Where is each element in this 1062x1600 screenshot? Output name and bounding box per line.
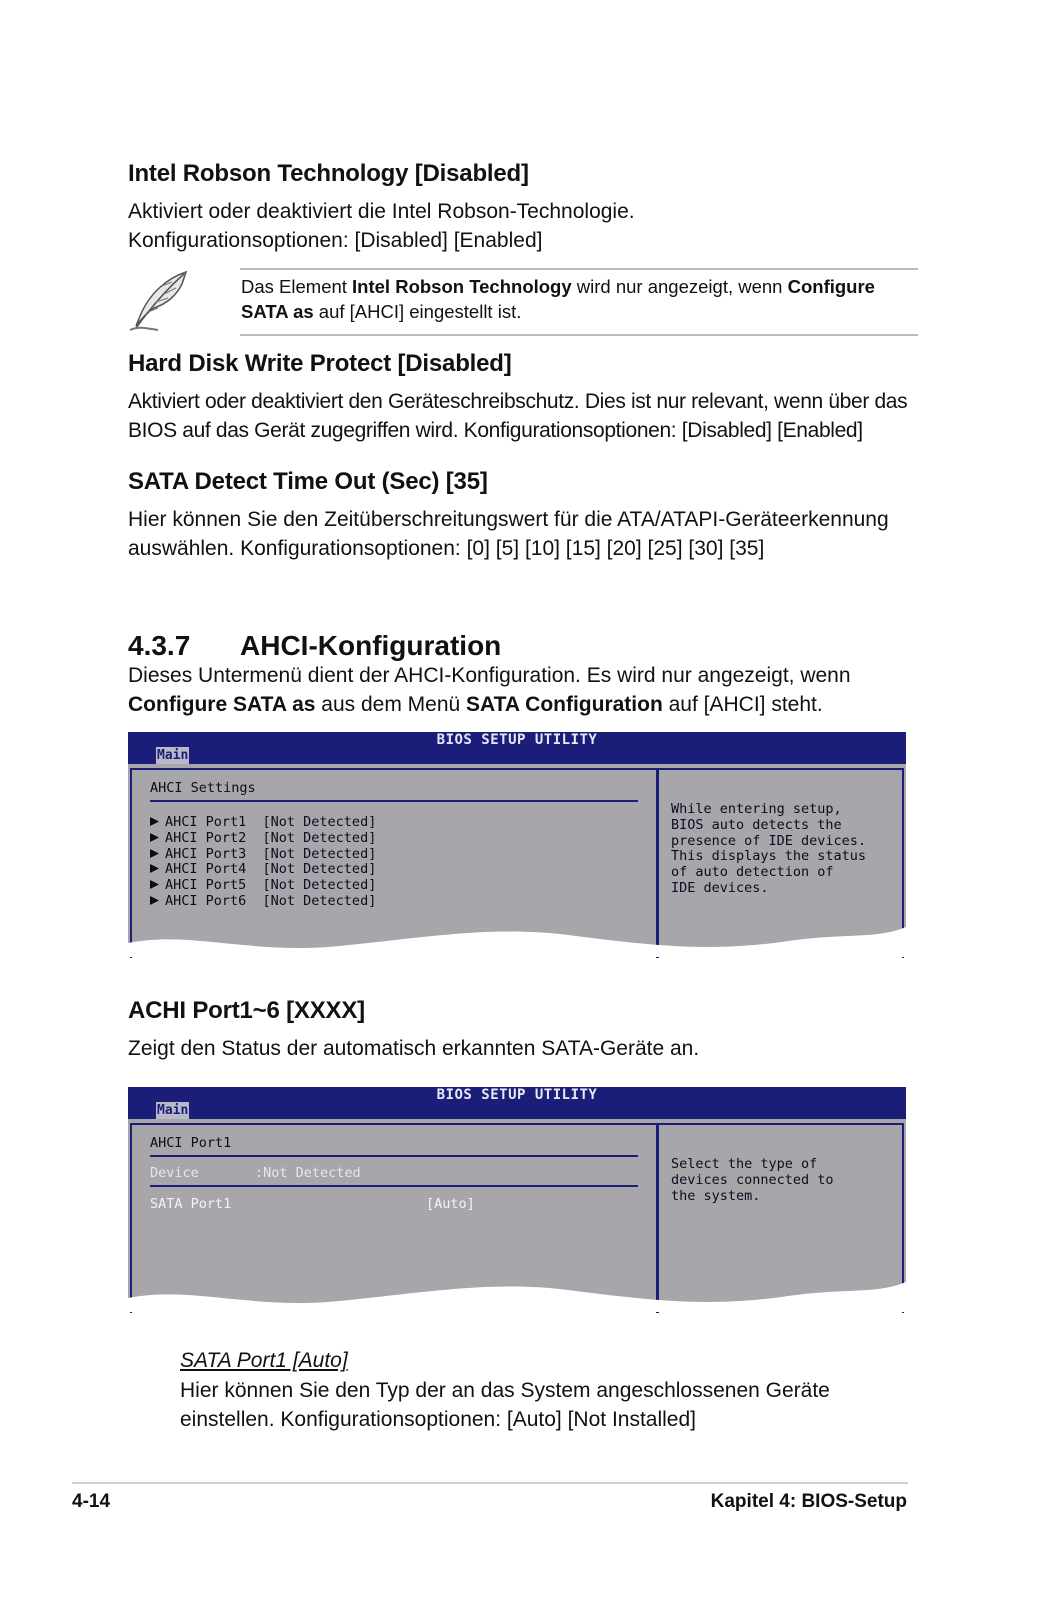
note-text [241,274,911,324]
ahci-port-item[interactable] [150,815,376,831]
section-number: 4.3.7 [128,630,191,661]
robson-line-2: Konfigurationsoptionen: [Disabled] [Enabled] [128,229,543,252]
ahci-port-item[interactable] [150,862,376,878]
bios-tab-main[interactable]: Main [157,748,189,763]
bios-body [128,1119,906,1311]
heading-robson: Intel Robson Technology [Disabled] [128,160,529,187]
ahci-port-label: AHCI Port6 [Not Detected] [165,892,377,909]
ahci-port-label: AHCI Port1 [Not Detected] [165,814,377,830]
ahci-text-part-2: aus dem Menü [315,693,467,716]
device-value: :Not Detected [255,1165,361,1181]
bios-header [128,732,906,764]
bios-separator [150,1185,638,1187]
arrow-right-icon [150,880,159,889]
sata-port-heading: SATA Port1 [Auto] [180,1349,348,1372]
arrow-right-icon [150,849,159,858]
arrow-right-icon [150,864,159,873]
ahci-port-item[interactable] [150,847,376,863]
note-rule-bottom [240,334,918,336]
ahci-text-part-1: Dieses Untermenü dient der AHCI-Konfiguration. Es wird nur angezeigt, wenn [128,664,851,687]
sata-port-description: Hier können Sie den Typ der an das System angeschlossenen Geräte einstellen. Konfigurationsoptionen: [Auto] [Not Installed] [180,1379,830,1431]
robson-line-1: Aktiviert oder deaktiviert die Intel Robson-Technologie. [128,200,635,223]
ahci-text-part-3: auf [AHCI] steht. [662,693,823,716]
ahci-port-label: AHCI Port3 [Not Detected] [165,845,377,862]
heading-write-protect: Hard Disk Write Protect [Disabled] [128,350,512,377]
bios-body [128,764,906,956]
arrow-right-icon [150,896,159,905]
bios-screen-ahci-settings [128,732,906,956]
robson-description [128,197,918,255]
bios-header [128,1087,906,1119]
note-rule-top [240,268,918,270]
arrow-right-icon [150,833,159,842]
sata-port-row[interactable] [150,1196,638,1212]
port-description: Zeigt den Status der automatisch erkannten SATA-Geräte an. [128,1037,700,1060]
footer-rule [72,1482,908,1484]
bios-tab-main[interactable]: Main [157,1103,189,1118]
sata-port-label: SATA Port1 [150,1196,232,1212]
bios-section-title: AHCI Port1 [150,1135,232,1151]
ahci-port-list [150,815,376,910]
note-box [128,268,918,334]
timeout-description: Hier können Sie den Zeitüberschreitungswert für die ATA/ATAPI-Geräteerkennung auswählen. Konfigurationsoptionen: [0] [5] [10] [15] [20] [25] [30] [35] [128,508,889,560]
heading-timeout: SATA Detect Time Out (Sec) [35] [128,468,488,495]
ahci-bold-configure: Configure SATA as [128,693,316,716]
device-label: Device [150,1165,199,1181]
note-bold-robson: Intel Robson Technology [352,276,572,297]
bios-help-text: Select the type of devices connected to the system. [671,1156,834,1204]
ahci-port-item[interactable] [150,831,376,847]
ahci-port-label: AHCI Port4 [Not Detected] [165,861,377,878]
torn-edge [128,1278,906,1312]
chapter-title: Kapitel 4: BIOS-Setup [710,1491,907,1512]
sata-port-value: [Auto] [426,1196,475,1212]
bios-separator [150,1155,638,1157]
ahci-bold-sata-config: SATA Configuration [466,693,663,716]
torn-edge [128,923,906,957]
bios-separator [150,800,638,802]
page-number: 4-14 [72,1491,111,1512]
ahci-description [128,661,918,719]
bios-screen-ahci-port1 [128,1087,906,1311]
feather-icon [128,268,192,334]
bios-title: BIOS SETUP UTILITY [436,1087,598,1103]
bios-section-title: AHCI Settings [150,780,256,796]
ahci-port-label: AHCI Port2 [Not Detected] [165,829,377,846]
note-text-part-2: wird nur angezeigt, wenn [571,276,788,297]
heading-port: ACHI Port1~6 [XXXX] [128,997,365,1024]
ahci-port-label: AHCI Port5 [Not Detected] [165,877,377,894]
bios-help-text: While entering setup, BIOS auto detects the presence of IDE devices. This displays the status of auto detection of IDE devices. [671,801,867,896]
ahci-port-item[interactable] [150,878,376,894]
write-protect-description: Aktiviert oder deaktiviert den Geräteschreibschutz. Dies ist nur relevant, wenn über das BIOS auf das Gerät zugegriffen wird. Konfigurationsoptionen: [Disabled] [Enabled] [128,390,908,442]
bios-title: BIOS SETUP UTILITY [436,732,598,748]
section-title: AHCI-Konfiguration [240,630,502,661]
arrow-right-icon [150,817,159,826]
heading-ahci [128,630,501,662]
ahci-port-item[interactable] [150,894,376,910]
note-bold-configure: Configure SATA as [241,276,875,322]
note-text-part-3: auf [AHCI] eingestellt ist. [313,301,522,322]
note-text-part-1: Das Element [241,276,353,297]
